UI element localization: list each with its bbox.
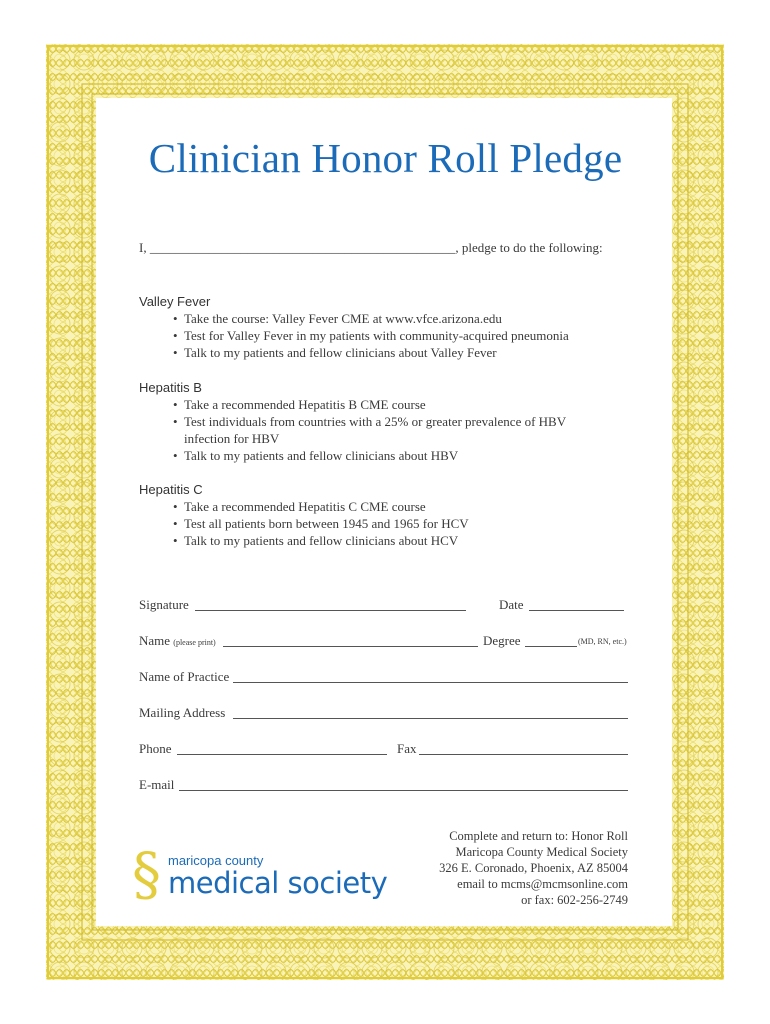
logo-line-1: maricopa county <box>168 853 264 868</box>
degree-label: Degree <box>483 633 521 648</box>
date-field[interactable] <box>529 610 624 611</box>
list-item: • Talk to my patients and fellow clinicians about Valley Fever <box>173 344 614 361</box>
email-row <box>139 777 629 795</box>
page-title: Clinician Honor Roll Pledge <box>148 135 623 181</box>
mcms-logo <box>132 840 402 910</box>
name-note: (please print) <box>173 638 216 647</box>
section-valley-fever <box>139 294 614 361</box>
section-title: Hepatitis B <box>139 380 202 395</box>
address-label: Mailing Address <box>139 705 226 720</box>
name-label: Name <box>139 633 171 648</box>
section-hepatitis-b <box>139 380 614 464</box>
section-title: Valley Fever <box>139 294 211 309</box>
signature-label: Signature <box>139 597 189 612</box>
contact-line: 326 E. Coronado, Phoenix, AZ 85004 <box>439 861 628 875</box>
list-item: • Take the course: Valley Fever CME at www.vfce.arizona.edu <box>173 310 614 327</box>
pledge-line <box>139 240 603 256</box>
list-item: • Test all patients born between 1945 and 1965 for HCV <box>173 515 614 532</box>
pledge-prefix: I, <box>139 240 147 255</box>
contact-line: email to mcms@mcmsonline.com <box>457 877 628 891</box>
list-item: • Test for Valley Fever in my patients with community-acquired pneumonia <box>173 327 614 344</box>
list-item: • Test individuals from countries with a 25% or greater prevalence of HBV infection for HBV <box>173 413 614 447</box>
list-item: • Take a recommended Hepatitis B CME course <box>173 396 614 413</box>
contact-block <box>390 828 628 908</box>
signature-row <box>139 597 629 615</box>
date-label: Date <box>499 597 524 612</box>
contact-line: Complete and return to: Honor Roll <box>449 829 628 843</box>
section-sign-icon: § <box>132 840 161 908</box>
fax-field[interactable] <box>419 754 628 755</box>
email-field[interactable] <box>179 790 628 791</box>
practice-label: Name of Practice <box>139 669 230 684</box>
practice-field[interactable] <box>233 682 628 683</box>
phone-row <box>139 741 629 759</box>
degree-note: (MD, RN, etc.) <box>578 637 627 646</box>
list-item: • Talk to my patients and fellow clinicians about HBV <box>173 447 614 464</box>
logo-line-2: medical society <box>168 866 388 900</box>
contact-line: or fax: 602-256-2749 <box>521 893 628 907</box>
contact-line: Maricopa County Medical Society <box>455 845 628 859</box>
pledge-name-blank[interactable]: _______________________________________________ <box>149 240 456 255</box>
name-row <box>139 633 629 651</box>
section-title: Hepatitis C <box>139 482 203 497</box>
email-label: E-mail <box>139 777 175 792</box>
address-field[interactable] <box>233 718 628 719</box>
degree-field[interactable] <box>525 646 577 647</box>
phone-label: Phone <box>139 741 172 756</box>
address-row <box>139 705 629 723</box>
practice-row <box>139 669 629 687</box>
section-hepatitis-c <box>139 482 614 549</box>
pledge-suffix: , pledge to do the following: <box>455 240 603 255</box>
list-item: • Talk to my patients and fellow clinicians about HCV <box>173 532 614 549</box>
name-field[interactable] <box>223 646 478 647</box>
list-item: • Take a recommended Hepatitis C CME course <box>173 498 614 515</box>
signature-field[interactable] <box>195 610 466 611</box>
fax-label: Fax <box>397 741 417 756</box>
phone-field[interactable] <box>177 754 387 755</box>
